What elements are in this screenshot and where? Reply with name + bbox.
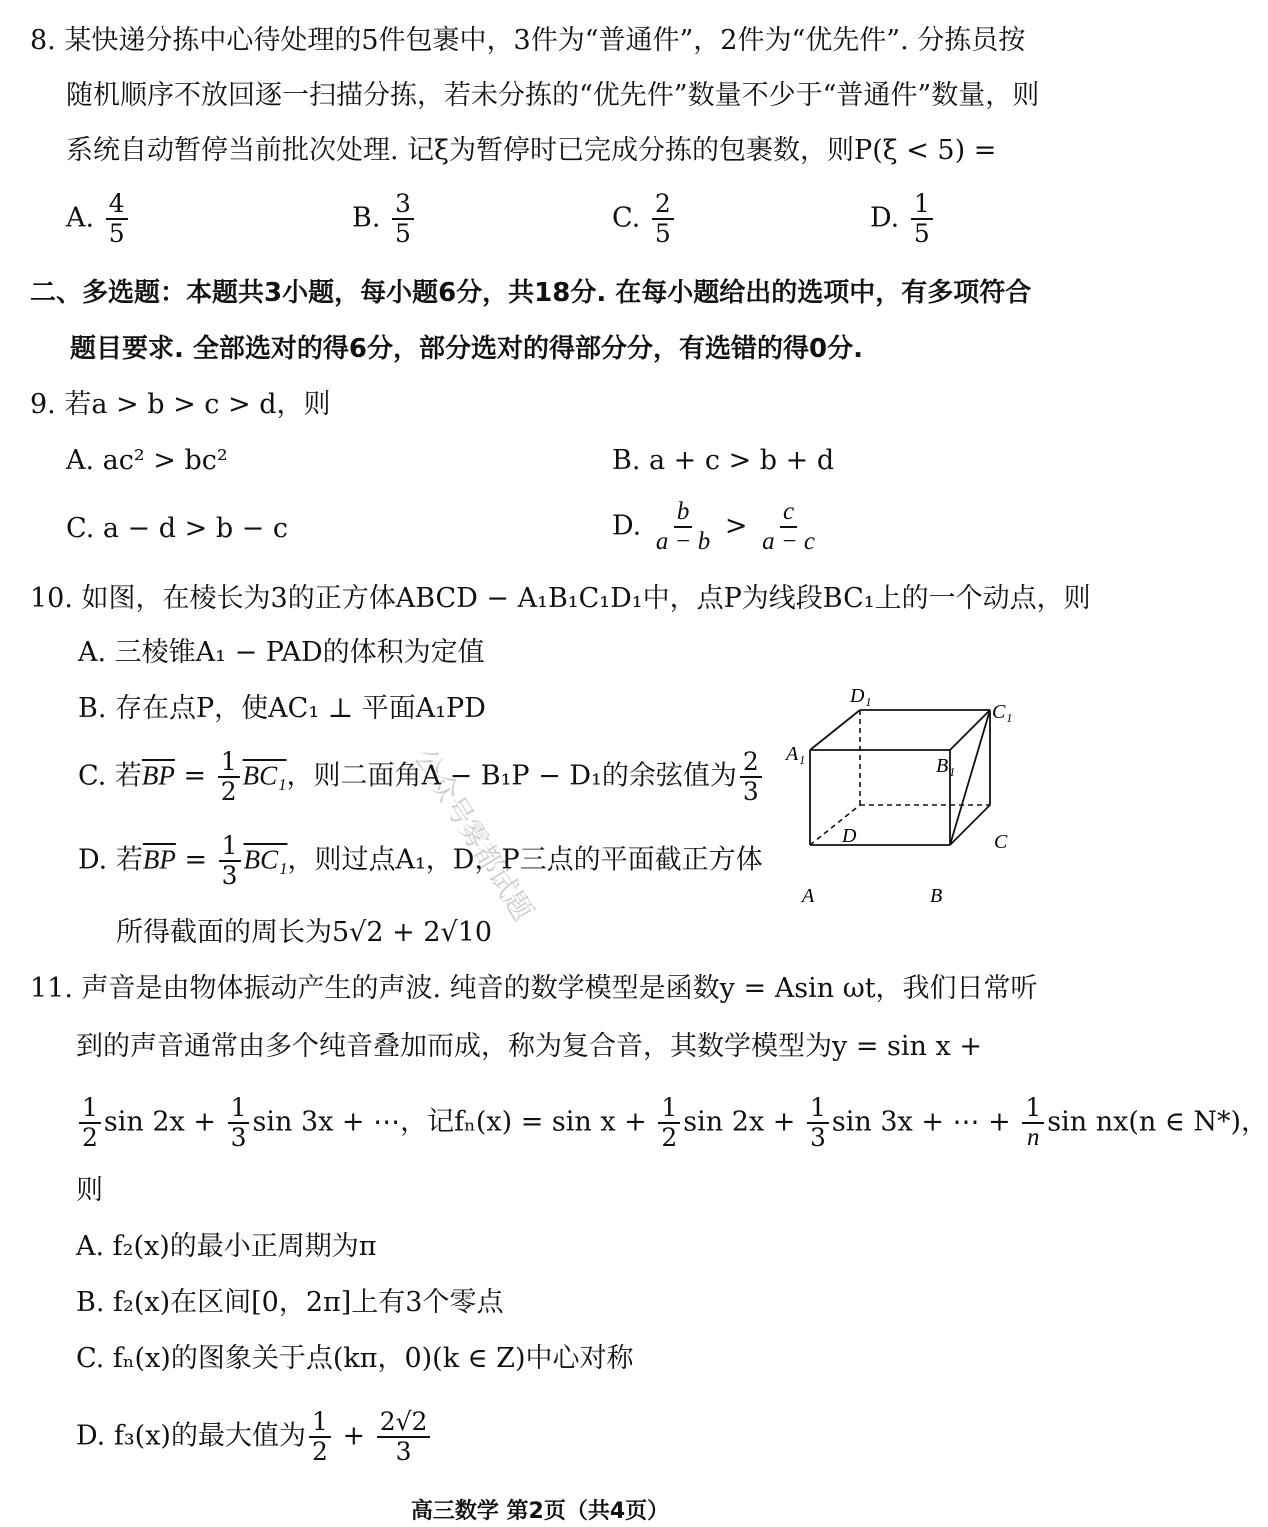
label-c: C xyxy=(994,831,1008,853)
fraction-denominator: 2 xyxy=(661,1123,678,1152)
option-prefix: C. 若 xyxy=(78,760,142,792)
page-footer: 高三数学 第2页（共4页） xyxy=(410,1499,670,1524)
q11-option-a[interactable]: A. f₂(x)的最小正周期为π xyxy=(76,1231,377,1262)
fraction-denominator: 2 xyxy=(82,1123,98,1152)
option-text: D. f₃(x)的最大值为 xyxy=(76,1420,306,1452)
expr-part: sin 2x + xyxy=(103,1106,216,1138)
q9-option-d[interactable] xyxy=(612,498,821,556)
fraction-numerator: 1 xyxy=(658,1094,680,1124)
fraction-denominator: 3 xyxy=(230,1123,247,1152)
fraction-numerator: 1 xyxy=(807,1094,829,1124)
fraction-denominator: 5 xyxy=(654,219,671,248)
fraction-denominator: 3 xyxy=(742,777,759,806)
greater-than-sign: > xyxy=(724,510,748,542)
vector-bp: $\overline{BP}$ xyxy=(142,844,176,875)
fraction-denominator: n xyxy=(1027,1124,1040,1151)
q10-option-d-line-2: 所得截面的周长为5√2 + 2√10 xyxy=(116,917,493,948)
q9-option-b[interactable]: B. a + c > b + d xyxy=(612,445,835,476)
fraction-denominator: 3 xyxy=(395,1437,412,1466)
cube-figure xyxy=(780,680,1020,910)
expr-part: sin 2x + xyxy=(683,1106,796,1138)
q8-option-a[interactable] xyxy=(66,190,131,248)
label-d: D xyxy=(842,825,857,847)
plus-sign: + xyxy=(342,1420,366,1452)
fraction-denominator: 5 xyxy=(108,219,125,248)
fraction-numerator: 1 xyxy=(309,1408,331,1438)
option-prefix: D. 若 xyxy=(78,844,143,876)
fraction-numerator: 2 xyxy=(740,748,762,778)
vector-bc1: BC₁ xyxy=(242,760,287,791)
option-label: B. xyxy=(352,202,381,234)
fraction-denominator: 3 xyxy=(809,1123,826,1152)
q10-option-c[interactable] xyxy=(78,748,765,806)
label-a1: A₁ xyxy=(786,743,806,765)
fraction-numerator: 1 xyxy=(228,1094,250,1124)
fraction-denominator: a − b xyxy=(655,528,711,555)
option-label: C. xyxy=(612,202,641,234)
fraction-numerator: 1 xyxy=(911,190,933,220)
q10-option-d[interactable] xyxy=(78,832,763,890)
vector-bp: $\overline{BP}$ xyxy=(141,760,175,791)
fraction-numerator: 1 xyxy=(79,1094,101,1124)
q8-option-c[interactable] xyxy=(612,190,677,248)
fraction-numerator: 1 xyxy=(218,748,240,778)
fraction-numerator: 1 xyxy=(219,832,241,862)
fraction-numerator: 1 xyxy=(1022,1094,1044,1124)
q11-line-3 xyxy=(76,1094,1268,1152)
expr-part: sin 3x + ⋯ + xyxy=(831,1106,1011,1138)
option-label: A. xyxy=(66,202,95,234)
fraction-denominator: 5 xyxy=(913,219,930,248)
fraction-denominator: a − c xyxy=(762,528,816,555)
q9-option-c[interactable]: C. a − d > b − c xyxy=(66,513,289,544)
option-text: ，则过点A₁，D，P三点的平面截正方体 xyxy=(287,844,763,876)
label-c1: C₁ xyxy=(992,701,1013,723)
watermark-text: 公众号雾都试题 xyxy=(407,742,540,927)
equals-sign: = xyxy=(184,844,208,876)
fraction-numerator: c xyxy=(780,498,797,528)
q9-stem: 9. 若a > b > c > d，则 xyxy=(30,389,331,420)
fraction-denominator: 2 xyxy=(311,1437,328,1466)
q10-option-b[interactable]: B. 存在点P，使AC₁ ⊥ 平面A₁PD xyxy=(78,693,486,724)
vector-bc1: BC₁ xyxy=(243,844,288,875)
expr-part: sin 3x + ⋯，记fₙ(x) = sin x + xyxy=(252,1106,647,1138)
edge-a1-d1 xyxy=(810,710,860,750)
fraction-numerator: 4 xyxy=(106,190,128,220)
section2-heading-line-1: 二、多选题：本题共3小题，每小题6分，共18分. 在每小题给出的选项中，有多项符合 xyxy=(30,278,1032,308)
section2-heading-line-2: 题目要求. 全部选对的得6分，部分选对的得部分分，有选错的得0分. xyxy=(70,334,863,364)
fraction-denominator: 5 xyxy=(395,219,411,248)
q11-line-2: 到的声音通常由多个纯音叠加而成，称为复合音，其数学模型为y = sin x + xyxy=(76,1031,982,1062)
q8-option-d[interactable] xyxy=(870,190,936,248)
label-b: B xyxy=(930,885,943,907)
option-text: ，则二面角A − B₁P − D₁的余弦值为 xyxy=(286,760,737,792)
q10-stem: 10. 如图，在棱长为3的正方体ABCD − A₁B₁C₁D₁中，点P为线段BC₁上的一个动点，则 xyxy=(30,583,1091,614)
option-label: D. xyxy=(870,202,900,234)
option-label: D. xyxy=(612,510,642,542)
fraction-numerator: 2√2 xyxy=(377,1408,431,1438)
q10-option-a[interactable]: A. 三棱锥A₁ − PAD的体积为定值 xyxy=(78,637,485,668)
fraction-numerator: 3 xyxy=(392,190,414,220)
fraction-numerator: 2 xyxy=(652,190,674,220)
q11-option-b[interactable]: B. f₂(x)在区间[0，2π]上有3个零点 xyxy=(76,1287,504,1318)
q11-line-1: 11. 声音是由物体振动产生的声波. 纯音的数学模型是函数y = Asin ωt，我们日常听 xyxy=(30,973,1038,1004)
q8-option-b[interactable] xyxy=(352,190,417,248)
q8-line-3: 系统自动暂停当前批次处理. 记ξ为暂停时已完成分拣的包裹数，则P(ξ < 5) = xyxy=(66,135,997,166)
fraction-numerator: b xyxy=(674,498,693,528)
label-d1: D₁ xyxy=(850,685,872,707)
equals-sign: = xyxy=(183,760,207,792)
expr-part: sin nx(n ∈ N*)， xyxy=(1047,1106,1268,1138)
q8-line-1: 8. 某快递分拣中心待处理的5件包裹中，3件为“普通件”，2件为“优先件”. 分拣员按 xyxy=(30,25,1026,56)
fraction-denominator: 3 xyxy=(221,861,238,890)
fraction-denominator: 2 xyxy=(220,777,237,806)
label-b1: B₁ xyxy=(936,755,956,777)
q8-line-2: 随机顺序不放回逐一扫描分拣，若未分拣的“优先件”数量不少于“普通件”数量，则 xyxy=(66,80,1040,111)
label-a: A xyxy=(802,885,815,907)
q11-option-d[interactable] xyxy=(76,1408,433,1466)
q11-line-4: 则 xyxy=(76,1175,103,1206)
q9-option-a[interactable]: A. ac² > bc² xyxy=(66,445,228,476)
q11-option-c[interactable]: C. fₙ(x)的图象关于点(kπ，0)(k ∈ Z)中心对称 xyxy=(76,1343,634,1374)
